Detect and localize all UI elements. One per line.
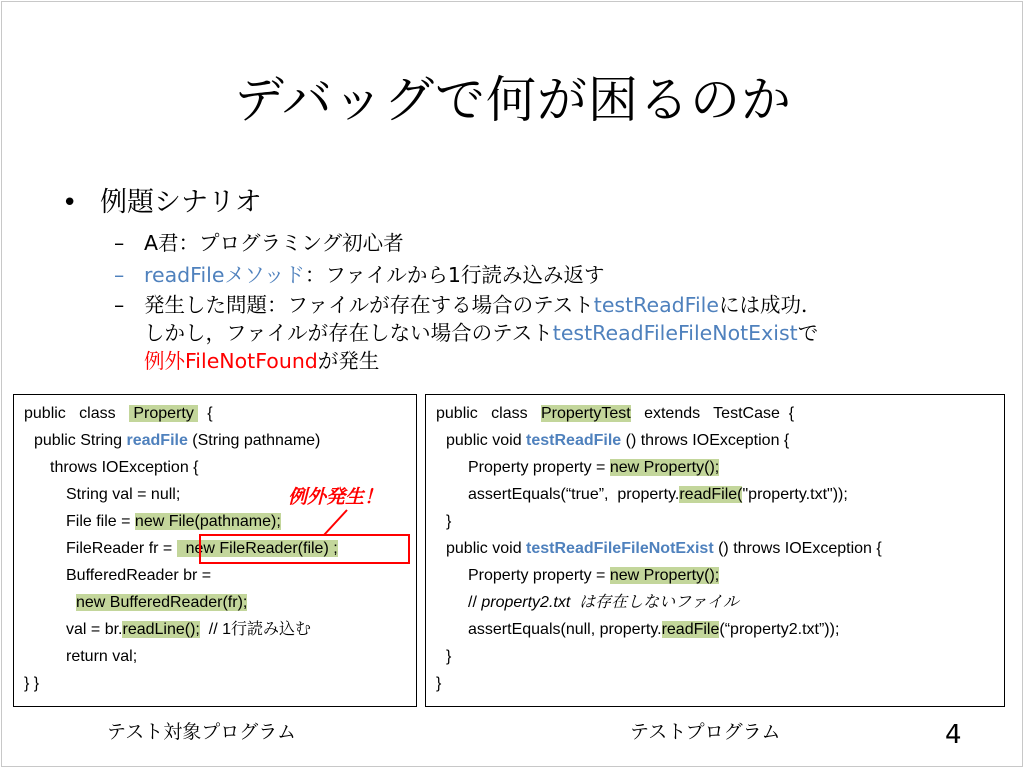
code-text: public void: [446, 540, 527, 557]
sub-bullet-1-text: A君：プログラミング初心者: [144, 231, 404, 255]
code-line: BufferedReader br =: [66, 567, 212, 584]
code-line: [446, 431, 789, 451]
caption-target-program: テスト対象プログラム: [107, 721, 297, 743]
code-line: } }: [24, 675, 40, 692]
code-line: [468, 620, 839, 640]
code-line: [66, 512, 281, 532]
code-text: public String: [34, 432, 127, 449]
code-line: [436, 404, 794, 424]
code-text: (String pathname): [187, 432, 321, 449]
test-code-box: [425, 394, 1005, 707]
code-text: assertEquals(null, property.: [468, 621, 662, 638]
code-text: val = br.: [66, 621, 123, 638]
code-text: //: [468, 594, 482, 611]
code-line: [24, 404, 213, 424]
sub-bullet-3-text: には成功．: [718, 293, 822, 317]
code-text: extends TestCase {: [630, 405, 795, 422]
bullet-dot-icon: •: [62, 188, 78, 218]
sub-bullet-3-text: で: [797, 321, 819, 345]
method-name: readFile: [126, 432, 188, 449]
bullet-main: [62, 180, 1002, 219]
sub-bullet-3-text: しかし，ファイルが存在しない場合のテスト: [144, 321, 553, 345]
code-text: () throws IOException {: [713, 540, 882, 557]
test-name: testReadFile: [593, 293, 719, 317]
code-highlight: new File(pathname);: [134, 513, 281, 530]
exception-annotation: 例外発生！: [288, 486, 384, 508]
test-name: testReadFileFileNotExist: [552, 321, 798, 345]
code-highlight: readFile(: [679, 486, 743, 503]
code-text: Property property =: [468, 567, 610, 584]
code-highlight: new Property();: [609, 459, 720, 476]
code-line: }: [446, 513, 452, 530]
code-line: [468, 485, 848, 505]
test-method-name: testReadFileFileNotExist: [526, 540, 714, 557]
code-line: String val = null;: [66, 486, 181, 503]
code-comment: property2.txt は存在しないファイル: [481, 594, 739, 611]
error-highlight-box: [199, 534, 410, 564]
code-text: public class: [436, 405, 541, 422]
caption-test-program: テストプログラム: [630, 721, 781, 743]
bullet-list: [62, 180, 1002, 375]
code-text: {: [198, 405, 213, 422]
dash-icon: –: [114, 263, 125, 287]
code-line: throws IOException {: [50, 459, 199, 476]
code-line: [76, 593, 247, 613]
test-method-name: testReadFile: [526, 432, 622, 449]
class-name: Property: [128, 405, 199, 422]
slide: [1, 1, 1023, 767]
sub-bullet-2: [114, 259, 1002, 291]
code-text: "property.txt"));: [742, 486, 848, 503]
code-line: [468, 593, 739, 613]
code-text: public void: [446, 432, 527, 449]
code-text: File file =: [66, 513, 135, 530]
sub-bullet-3: [114, 291, 1002, 375]
code-text: public class: [24, 405, 129, 422]
code-text: () throws IOException {: [621, 432, 790, 449]
sub-bullet-3-text: が発生: [317, 349, 380, 373]
dash-icon: –: [114, 293, 125, 317]
code-highlight: readFile: [661, 621, 720, 638]
sub-bullet-2-text: ：ファイルから1行読み込み返す: [304, 263, 605, 287]
code-text: Property property =: [468, 459, 610, 476]
exception-name: FileNotFound: [185, 349, 318, 373]
code-text: assertEquals(“true”, property.: [468, 486, 680, 503]
dash-icon: –: [114, 231, 125, 255]
sub-bullet-3-text: 発生した問題：ファイルが存在する場合のテスト: [144, 293, 594, 317]
code-line: [446, 539, 882, 559]
code-line: return val;: [66, 648, 138, 665]
code-line: [468, 566, 719, 586]
slide-title: デバッグで何が困るのか: [234, 71, 792, 129]
code-highlight: new BufferedReader(fr);: [76, 594, 248, 611]
code-line: [34, 431, 320, 451]
code-text: (“property2.txt”));: [719, 621, 840, 638]
code-highlight: readLine();: [122, 621, 200, 638]
code-highlight: new FileReader(file) ;: [176, 540, 338, 557]
code-line: [66, 620, 311, 640]
code-line: }: [436, 675, 442, 692]
bullet-main-text: 例題シナリオ: [100, 187, 262, 218]
code-line: }: [446, 648, 452, 665]
code-line: [468, 458, 719, 478]
code-text: FileReader fr =: [66, 540, 177, 557]
sub-bullet-1: [114, 227, 1002, 259]
method-name: readFileメソッド: [144, 263, 305, 287]
class-name: PropertyTest: [540, 405, 631, 422]
exception-word: 例外: [144, 349, 185, 373]
page-number: 4: [945, 720, 962, 750]
code-highlight: new Property();: [609, 567, 720, 584]
code-comment: // 1行読み込む: [199, 621, 311, 638]
